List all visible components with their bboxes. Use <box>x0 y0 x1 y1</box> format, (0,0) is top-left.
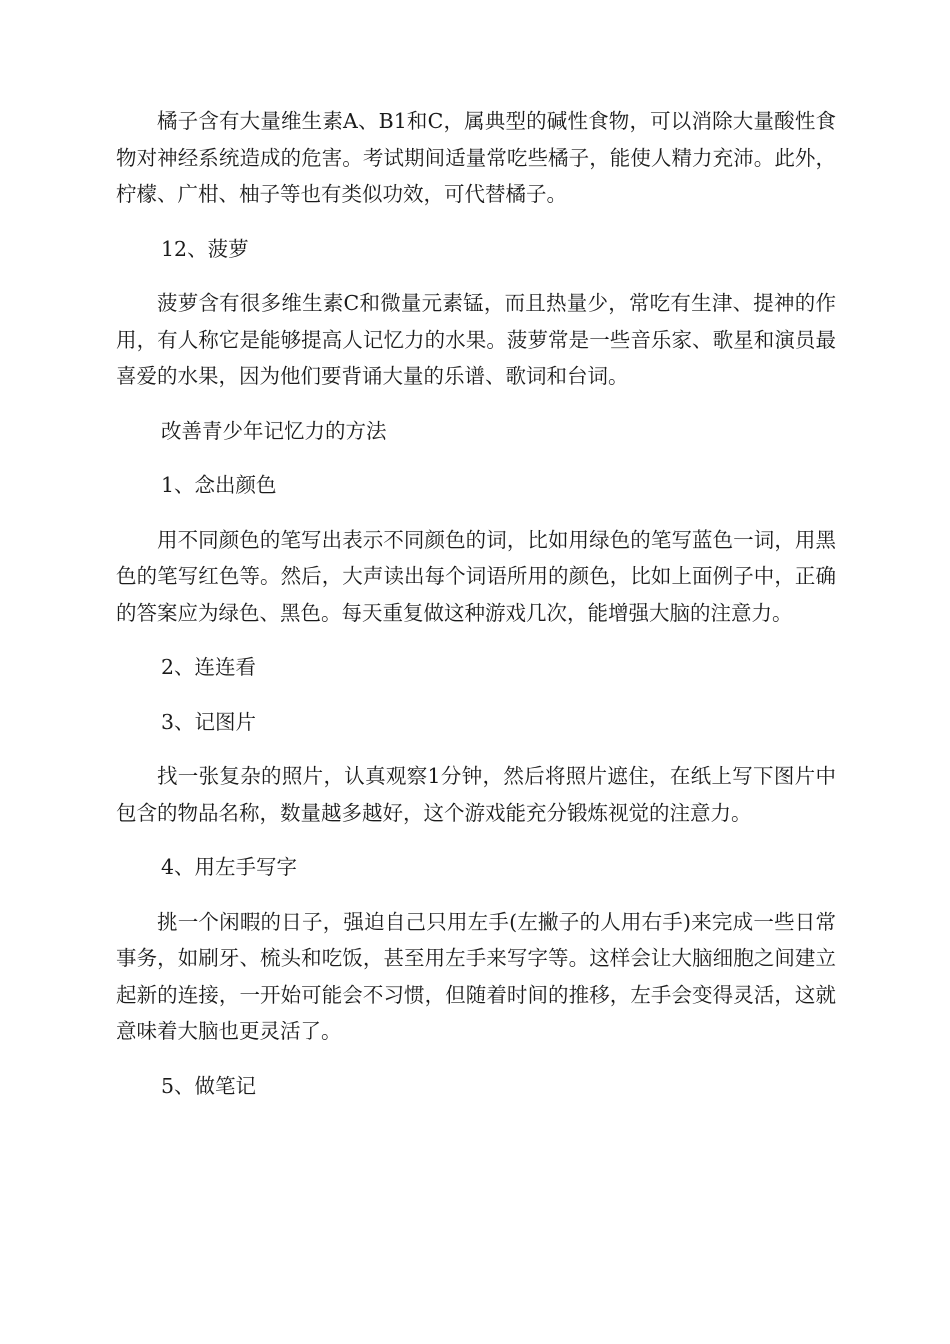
paragraph-pineapple: 菠萝含有很多维生素C和微量元素锰，而且热量少，常吃有生津、提神的作用，有人称它是能够提高人记忆力的水果。菠萝常是一些音乐家、歌星和演员最喜爱的水果，因为他们要背诵大量的乐谱、歌词和台词。 <box>116 291 836 388</box>
heading-left-hand: 4、用左手写字 <box>161 855 298 879</box>
heading-remember-pictures: 3、记图片 <box>161 709 257 734</box>
paragraph-orange: 橘子含有大量维生素A、B1和C，属典型的碱性食物，可以消除大量酸性食物对神经系统造成的危害。考试期间适量常吃些橘子，能使人精力充沛。此外，柠檬、广柑、柚子等也有类似功效，可代替橘子。 <box>116 109 836 206</box>
heading-connect-dots: 2、连连看 <box>161 655 257 679</box>
paragraph-say-colors: 用不同颜色的笔写出表示不同颜色的词，比如用绿色的笔写蓝色一词，用黑色的笔写红色等。然后，大声读出每个词语所用的颜色，比如上面例子中，正确的答案应为绿色、黑色。每天重复做这种游戏几次，能增强大脑的注意力。 <box>116 527 836 625</box>
paragraph-left-hand: 挑一个闲暇的日子，强迫自己只用左手(左撇子的人用右手)来完成一些日常事务，如刷牙、梳头和吃饭，甚至用左手来写字等。这样会让大脑细胞之间建立起新的连接，一开始可能会不习惯，但随着时间的推移，左手会变得灵活，这就意味着大脑也更灵活了。 <box>116 909 836 1043</box>
heading-say-colors: 1、念出颜色 <box>161 473 277 497</box>
heading-memory-methods: 改善青少年记忆力的方法 <box>161 418 387 443</box>
heading-pineapple: 12、菠萝 <box>161 236 249 261</box>
document-body <box>116 103 836 1122</box>
heading-take-notes: 5、做笔记 <box>161 1073 257 1098</box>
paragraph-remember-pictures: 找一张复杂的照片，认真观察1分钟，然后将照片遮住，在纸上写下图片中包含的物品名称，数量越多越好，这个游戏能充分锻炼视觉的注意力。 <box>116 764 836 825</box>
